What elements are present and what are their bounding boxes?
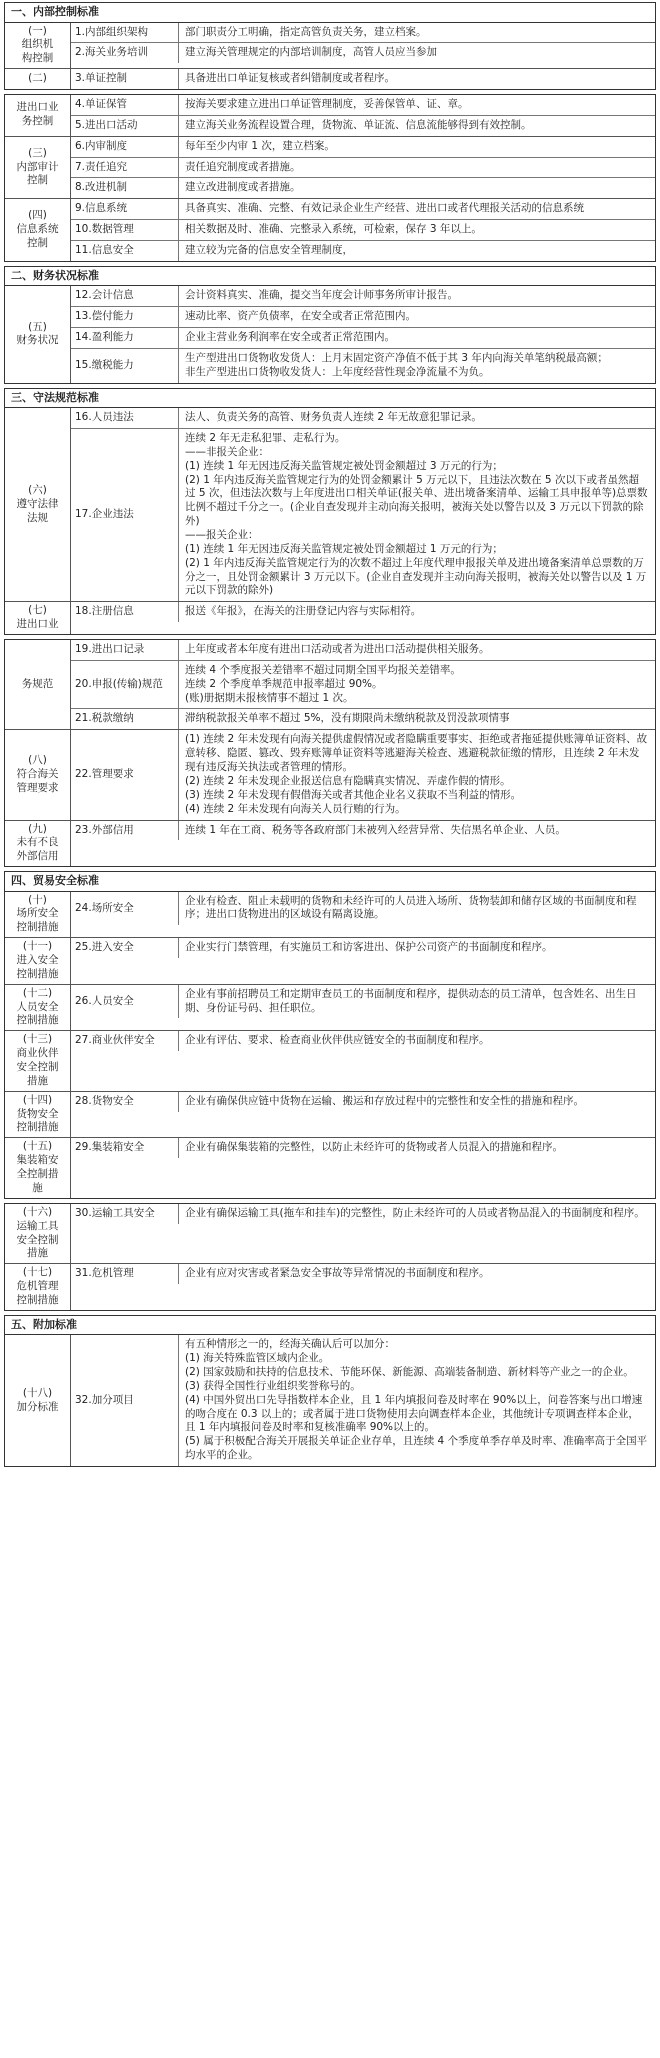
item-name: 17.企业违法 (71, 429, 179, 601)
standard-item (71, 240, 655, 261)
item-description: 企业实行门禁管理，有实施员工和访客进出、保护公司资产的书面制度和程序。 (185, 941, 553, 954)
item-description: 生产型进出口货物收发货人：上月末固定资产净值不低于其 3 年内向海关单笔纳税最高额； 非生产型进出口货物收发货人：上年度经营性现金净流量不为负。 (185, 351, 608, 378)
group-label: (十五) 集装箱安 全控制措 施 (5, 1138, 71, 1197)
standard-item (71, 348, 655, 383)
standard-group (5, 68, 655, 89)
standard-item (71, 95, 655, 115)
item-description: (1) 连续 2 年未发现有向海关提供虚假情况或者隐瞒重要事实、拒绝或者拖延提供账簿单证资料、故意转移、隐匿、篡改、毁弃账簿单证资料等逃避海关检查、逃避税款征缴的情形，且连续 2 年未发现有违反海关执法或者管理的情形。 (2) 连续 2 年未发现企业报送信息有隐瞒真实情况、弄虚作假的情形。 (3) 连续 2 年未发现有假借海关或者其他企业名义获取不当利益的情形。 (4) 连续 2 年未发现有向海关人员行贿的行为。 (185, 733, 648, 815)
item-name: 9.信息系统 (71, 199, 179, 219)
section-block (4, 871, 656, 1199)
section-heading: 三、守法规范标准 (5, 389, 655, 409)
group-label: (十二) 人员安全 控制措施 (5, 985, 71, 1031)
group-label: (三) 内部审计 控制 (5, 137, 71, 199)
group-label: (四) 信息系统 控制 (5, 199, 71, 261)
item-name: 15.缴税能力 (71, 349, 179, 383)
standard-item (71, 199, 655, 219)
group-label: (五) 财务状况 (5, 286, 71, 382)
standard-group (5, 892, 655, 938)
standard-item (71, 428, 655, 601)
standard-group (5, 23, 655, 69)
item-name: 19.进出口记录 (71, 640, 179, 660)
standard-group (5, 1137, 655, 1197)
item-description: 滞纳税款报关单率不超过 5%，没有期限尚未缴纳税款及罚没款项情事 (185, 712, 510, 725)
group-label: 进出口业 务控制 (5, 95, 71, 136)
item-description: 上年度或者本年度有进出口活动或者为进出口活动提供相关服务。 (185, 643, 490, 656)
standard-item (71, 708, 655, 729)
item-name: 28.货物安全 (71, 1092, 179, 1112)
item-description: 建立改进制度或者措施。 (185, 181, 301, 194)
item-name: 11.信息安全 (71, 241, 179, 261)
standard-item (71, 157, 655, 178)
section-block (4, 2, 656, 90)
standard-item (71, 115, 655, 136)
standard-item (71, 408, 655, 428)
item-description: 按海关要求建立进出口单证管理制度，妥善保管单、证、章。 (185, 97, 469, 110)
item-description: 企业主营业务利润率在安全或者正常范围内。 (185, 331, 395, 344)
standard-group (5, 95, 655, 136)
item-name: 31.危机管理 (71, 1264, 179, 1284)
group-label: (十七) 危机管理 控制措施 (5, 1264, 71, 1310)
group-label: (十六) 运输工具 安全控制 措施 (5, 1204, 71, 1263)
group-label: (八) 符合海关 管理要求 (5, 730, 71, 819)
item-description: 部门职责分工明确，指定高管负责关务，建立档案。 (185, 25, 427, 38)
standard-item (71, 1335, 655, 1466)
item-description: 企业有评估、要求、检查商业伙伴供应链安全的书面制度和程序。 (185, 1034, 490, 1047)
standard-item (71, 1264, 655, 1284)
item-name: 24.场所安全 (71, 892, 179, 926)
item-name: 12.会计信息 (71, 286, 179, 306)
standard-group (5, 1030, 655, 1090)
standard-item (71, 306, 655, 327)
item-name: 7.责任追究 (71, 158, 179, 178)
group-label: (十八) 加分标准 (5, 1335, 71, 1466)
standard-group (5, 1263, 655, 1310)
standard-group (5, 1204, 655, 1263)
item-name: 23.外部信用 (71, 821, 179, 841)
standard-group (5, 937, 655, 984)
standard-item (71, 327, 655, 348)
standard-group (5, 1091, 655, 1138)
item-name: 25.进入安全 (71, 938, 179, 958)
group-label: (七) 进出口业 (5, 602, 71, 634)
standard-item (71, 1092, 655, 1112)
item-description: 企业有确保集装箱的完整性，以防止未经许可的货物或者人员混入的措施和程序。 (185, 1141, 563, 1154)
standard-item (71, 640, 655, 660)
group-label: (一) 组织机 构控制 (5, 23, 71, 69)
item-description: 企业有检查、阻止未载明的货物和未经许可的人员进入场所、货物装卸和储存区域的书面制度和程序；进出口货物进出的区域设有隔离设施。 (185, 894, 637, 921)
section-block (4, 639, 656, 867)
standard-item (71, 602, 655, 622)
item-description: 连续 1 年在工商、税务等各政府部门未被列入经营异常、失信黑名单企业、人员。 (185, 823, 566, 836)
standard-item (71, 660, 655, 709)
item-name: 20.申报(传输)规范 (71, 661, 179, 709)
section-block (4, 266, 656, 384)
item-name: 26.人员安全 (71, 985, 179, 1019)
section-block (4, 1315, 656, 1467)
standard-item (71, 42, 655, 63)
group-label: (十三) 商业伙伴 安全控制 措施 (5, 1031, 71, 1090)
standard-item (71, 730, 655, 819)
item-name: 4.单证保管 (71, 95, 179, 115)
standard-item (71, 69, 655, 89)
standard-item (71, 1204, 655, 1224)
group-label: (十四) 货物安全 控制措施 (5, 1092, 71, 1138)
item-description: 企业有确保运输工具(拖车和挂车)的完整性，防止未经许可的人员或者物品混入的书面制度和程序。 (185, 1206, 645, 1219)
item-name: 6.内审制度 (71, 137, 179, 157)
standard-group (5, 601, 655, 634)
section-block (4, 388, 656, 635)
item-description: 企业有确保供应链中货物在运输、搬运和存放过程中的完整性和安全性的措施和程序。 (185, 1094, 584, 1107)
standard-item (71, 219, 655, 240)
standard-group (5, 198, 655, 261)
group-label: (九) 未有不良 外部信用 (5, 821, 71, 867)
item-name: 32.加分项目 (71, 1335, 179, 1466)
group-label: 务规范 (5, 640, 71, 729)
item-description: 企业有应对灾害或者紧急安全事故等异常情况的书面制度和程序。 (185, 1267, 490, 1280)
item-description: 建立海关业务流程设置合理，货物流、单证流、信息流能够得到有效控制。 (185, 118, 532, 131)
standard-group (5, 984, 655, 1031)
item-description: 连续 4 个季度报关差错率不超过同期全国平均报关差错率。 连续 2 个季度单季规范申报率超过 90%。 (账)册据期未报核情事不超过 1 次。 (185, 663, 461, 704)
standard-item (71, 1031, 655, 1051)
section-heading: 五、附加标准 (5, 1316, 655, 1336)
group-label: (六) 遵守法律 法规 (5, 408, 71, 601)
standard-group (5, 136, 655, 199)
section-block (4, 94, 656, 262)
item-description: 报送《年报》，在海关的注册登记内容与实际相符。 (185, 605, 422, 618)
group-label: (十一) 进入安全 控制措施 (5, 938, 71, 984)
standard-item (71, 985, 655, 1019)
item-description: 会计资料真实、准确，提交当年度会计师事务所审计报告。 (185, 289, 458, 302)
standard-item (71, 137, 655, 157)
group-label: (十) 场所安全 控制措施 (5, 892, 71, 938)
item-name: 8.改进机制 (71, 178, 179, 198)
section-block (4, 1203, 656, 1311)
item-name: 22.管理要求 (71, 730, 179, 819)
item-name: 2.海关业务培训 (71, 43, 179, 63)
item-name: 5.进出口活动 (71, 116, 179, 136)
item-name: 3.单证控制 (71, 69, 179, 89)
standard-group (5, 1335, 655, 1466)
standard-item (71, 1138, 655, 1158)
item-description: 法人、负责关务的高管、财务负责人连续 2 年无故意犯罪记录。 (185, 411, 482, 424)
item-description: 责任追究制度或者措施。 (185, 160, 301, 173)
item-description: 相关数据及时、准确、完整录入系统，可检索，保存 3 年以上。 (185, 223, 482, 236)
standard-item (71, 821, 655, 841)
item-name: 27.商业伙伴安全 (71, 1031, 179, 1051)
item-description: 每年至少内审 1 次，建立档案。 (185, 139, 335, 152)
item-description: 建立海关管理规定的内部培训制度，高管人员应当参加 (185, 46, 437, 59)
standard-group (5, 729, 655, 819)
group-label: (二) (5, 69, 71, 89)
section-heading: 四、贸易安全标准 (5, 872, 655, 892)
item-description: 企业有事前招聘员工和定期审查员工的书面制度和程序，提供动态的员工清单，包含姓名、出生日期、身份证号码、担任职位。 (185, 987, 637, 1014)
item-name: 29.集装箱安全 (71, 1138, 179, 1158)
item-name: 18.注册信息 (71, 602, 179, 622)
item-description: 建立较为完备的信息安全管理制度， (185, 243, 353, 256)
certification-standards-document (4, 2, 656, 1467)
item-name: 30.运输工具安全 (71, 1204, 179, 1224)
standard-item (71, 892, 655, 926)
item-description: 有五种情形之一的，经海关确认后可以加分： (1) 海关特殊监管区域内企业。 (2) 国家鼓励和扶持的信息技术、节能环保、新能源、高端装备制造、新材料等产业之一的企业。 (3) 获得全国性行业组织奖誉称号的。 (4) 中国外贸出口先导指数样本企业，且 1 年内填报问卷及时率在 90%以上，问卷答案与出口增速的吻合度在 0.3 以上的；或者属于进口货物使用去向调查样本企业，其他统计专项调查样本企业，且 1 年内填报问卷及时率和复核准确率 90%以上的。 (5) 属于积极配合海关开展报关单证企业存单，且连续 4 个季度单季存单及时率、准确率高于全国平均水平的企业。 (185, 1338, 648, 1462)
standard-item (71, 938, 655, 958)
item-name: 1.内部组织架构 (71, 23, 179, 43)
section-heading: 一、内部控制标准 (5, 3, 655, 23)
standard-group (5, 820, 655, 867)
standard-item (71, 177, 655, 198)
standard-group (5, 640, 655, 729)
item-name: 14.盈利能力 (71, 328, 179, 348)
standard-item (71, 286, 655, 306)
item-description: 速动比率、资产负债率，在安全或者正常范围内。 (185, 310, 416, 323)
standard-item (71, 23, 655, 43)
standard-group (5, 286, 655, 382)
item-name: 21.税款缴纳 (71, 709, 179, 729)
item-name: 10.数据管理 (71, 220, 179, 240)
standard-group (5, 408, 655, 601)
item-description: 具备真实、准确、完整、有效记录企业生产经营、进出口或者代理报关活动的信息系统 (185, 202, 584, 215)
item-name: 16.人员违法 (71, 408, 179, 428)
item-name: 13.偿付能力 (71, 307, 179, 327)
item-description: 连续 2 年无走私犯罪、走私行为。 ——非报关企业： (1) 连续 1 年无因违反海关监管规定被处罚金额超过 3 万元的行为； (2) 1 年内违反海关监管规定行为的处罚金额累计 5 万元以下，且违法次数在 5 次以下或者虽然超过 5 次，但违法次数与上年度进出口相关单证(报关单、进出境备案清单、运输工具申报单等)总票数比例不超过千分之一。(企业自查发现并主动向海关报明，被海关处以警告以及 3 万元以下罚款的除外) ——报关企业： (1) 连续 1 年无因违反海关监管规定被处罚金额超过 1 万元的行为； (2) 1 年内违反海关监管规定行为的次数不超过上年度代理申报报关单及进出境备案清单总票数的万分之一，且处罚金额累计 3 万元以下。(企业自查发现并主动向海关报明，被海关处以警告以及 1 万元以下罚款的除外) (185, 432, 648, 597)
item-description: 具备进出口单证复核或者纠错制度或者程序。 (185, 72, 395, 85)
section-heading: 二、财务状况标准 (5, 267, 655, 287)
